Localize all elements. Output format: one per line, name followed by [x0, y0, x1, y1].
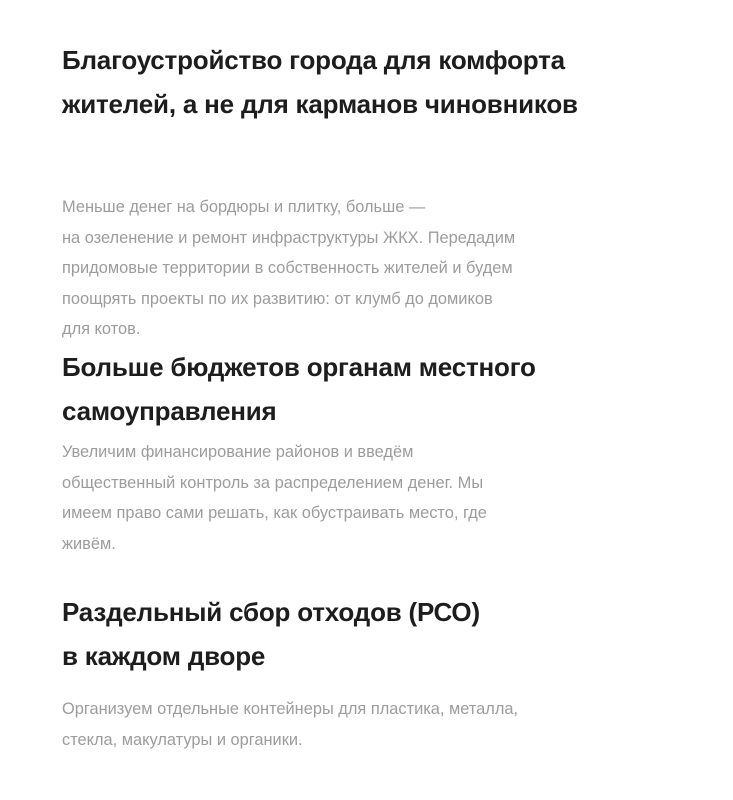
section-text-line: Организуем отдельные контейнеры для пластика, металла,: [62, 700, 519, 718]
section-text-line: стекла, макулатуры и органики.: [62, 730, 303, 749]
section-title: [62, 590, 682, 678]
section-text-line: имеем право сами решать, как обустраивать место, где: [62, 504, 487, 522]
section-title-line: Благоустройство города для комфорта: [62, 45, 565, 75]
section-text-line: Меньше денег на бордюры и плитку, больше —: [62, 198, 426, 216]
section-city-improvement: [62, 38, 682, 345]
section-text-line: поощрять проекты по их развитию: от клумб до домиков: [62, 289, 493, 308]
section-text-line: Увеличим финансирование районов и введём: [62, 443, 414, 461]
section-text: [62, 437, 682, 559]
section-local-budgets: [62, 345, 682, 559]
section-text: [62, 694, 682, 755]
section-text: [62, 192, 682, 345]
section-title-line: Раздельный сбор отходов (РСО): [62, 597, 480, 627]
section-text-line: общественный контроль за распределением денег. Мы: [62, 473, 484, 492]
section-title-line: самоуправления: [62, 396, 277, 426]
section-text-line: придомовые территории в собственность жителей и будем: [62, 259, 513, 277]
section-waste-sorting: [62, 590, 682, 755]
section-title: [62, 38, 682, 126]
section-title-line: в каждом дворе: [62, 641, 266, 671]
section-text-line: живём.: [62, 534, 116, 553]
section-title-line: жителей, а не для карманов чиновников: [62, 89, 578, 119]
section-title-line: Больше бюджетов органам местного: [62, 352, 536, 382]
section-text-line: на озеленение и ремонт инфраструктуры ЖКХ. Передадим: [62, 228, 516, 247]
section-text-line: для котов.: [62, 320, 141, 338]
section-title: [62, 345, 682, 433]
